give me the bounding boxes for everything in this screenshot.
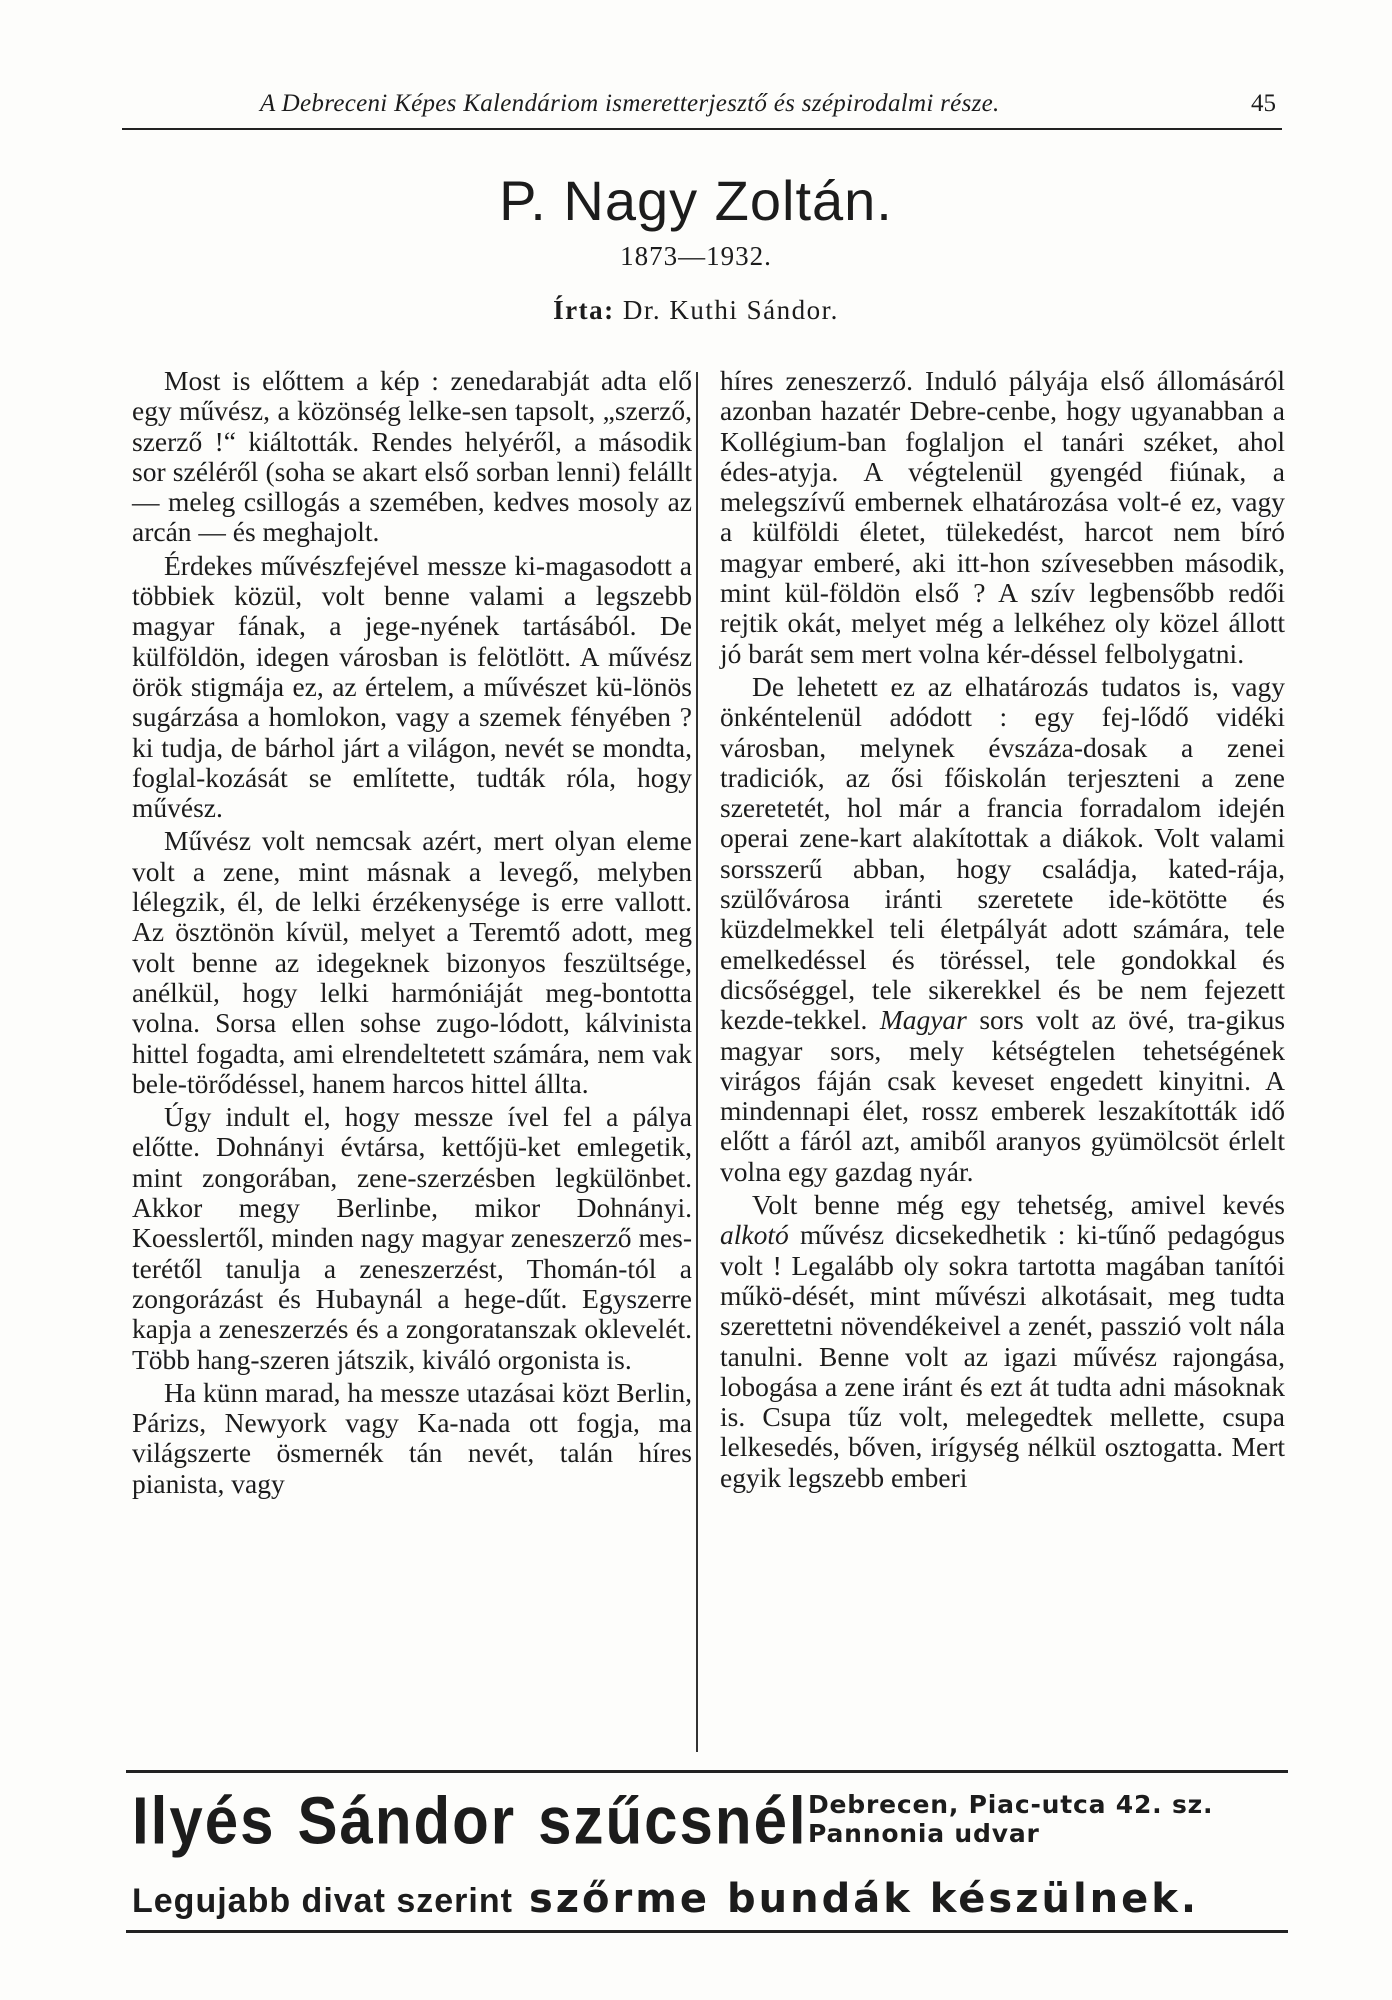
- ad-tagline-part-2: szőrme bundák készülnek.: [528, 1876, 1200, 1922]
- article-title: P. Nagy Zoltán.: [499, 169, 893, 232]
- left-paragraph-1: Most is előttem a kép : zenedarabját adta elő egy művész, a közönség lelke-sen tapsolt, „szerző, szerző !“ kiáltották. Rendes helyéről, a második sor széléről (soha se akart első sorban lenni) felállt — meleg csillogás a szemében, kedves mosoly az arcán — és meghajolt.: [132, 365, 692, 548]
- right-paragraph-3-head: Volt benne még egy tehetség, amivel kevés: [752, 1189, 1285, 1221]
- byline-label: Írta:: [553, 295, 615, 325]
- left-column: [132, 366, 692, 1499]
- emphasis-alkoto: alkotó: [720, 1219, 789, 1251]
- running-header: [122, 88, 1282, 130]
- ad-address: [808, 1790, 1288, 1848]
- ad-name-word-1: Ilyés: [132, 1783, 276, 1859]
- ad-tagline-part-1: Legujabb divat szerint: [132, 1882, 513, 1920]
- right-paragraph-1: híres zeneszerző. Induló pályája első állomásáról azonban hazatér Debre-cenbe, hogy ugyanabban a Kollégium-ban foglaljon el tanári széket, ahol édes-atyja. A végtelenül gyengéd fiúnak, a melegszívű embernek elhatározása volt-é ez, vagy a külföldi életet, tülekedést, harcot nem bíró magyar emberé, aki itt-hon szívesebben második, mint kül-földön első ? A szív legbensőbb redői rejtik okát, melyet még a lelkéhez oly közel állott jó barát sem mert volna kér-déssel felbolygatni.: [720, 365, 1285, 669]
- left-paragraph-3: Művész volt nemcsak azért, mert olyan eleme volt a zene, mint másnak a levegő, melyben lélegzik, él, de lelki érzékenysége is erre vallott. Az ösztönön kívül, melyet a Teremtő adott, meg volt benne az idegeknek bizonyos feszültsége, anélkül, hogy lelki harmóniáját meg-bontotta volna. Sorsa ellen sohse zugo-lódott, kálvinista hittel fogadta, ami elrendeltetett számára, nem vak bele-törődéssel, hanem harcos hittel állta.: [132, 825, 692, 1099]
- ad-top-rule: [126, 1770, 1288, 1773]
- ad-name-word-3: szűcsnél: [538, 1783, 808, 1859]
- emphasis-magyar: Magyar: [879, 1004, 967, 1036]
- right-paragraph-2-text: De lehetett ez az elhatározás tudatos is, vagy önkéntelenül adódott : egy fej-lődő vidéki városban, melynek évszáza-dosak a zenei tradiciók, az ősi főiskolán terjeszteni a zene szeretetét, hol már a francia forradalom idején operai zene-kart alakítottak a diákok. Volt valami sorsszerű abban, hogy családja, kated-rája, szülővárosa iránti szeretete ide-kötötte és küzdelmekkel teli életpályát adott számára, tele emelkedéssel és töréssel, tele gondokkal és dicsőséggel, tele sikerekkel és be nem fejezett kezde-tekkel.: [720, 670, 1285, 1036]
- ad-address-line-2: Pannonia udvar: [808, 1819, 1040, 1848]
- left-paragraph-5: Ha künn marad, ha messze utazásai közt Berlin, Párizs, Newyork vagy Ka-nada ott fogja, ma világszerte ösmernék tán nevét, talán híres pianista, vagy: [132, 1376, 692, 1499]
- ad-bottom-rule: [126, 1930, 1288, 1933]
- right-paragraph-2-tail: sors volt az övé, tra-gikus magyar sors, mely kétségtelen tehetségének virágos fáján csak keveset engedett kinyitni. A mindennapi élet, rossz emberek leszakították idő előtt a fáról azt, amiből aranyos gyümölcsöt érlelt volna egy gazdag nyár.: [720, 1004, 1286, 1187]
- left-paragraph-4: Úgy indult el, hogy messze ível fel a pálya előtte. Dohnányi évtársa, kettőjü-ket emlegetik, mint zongorában, zene-szerzésben legkülönbet. Akkor megy Berlinbe, mikor Dohnányi. Koesslertől, minden nagy magyar zeneszerző mes-terétől tanulja a zeneszerzést, Thomán-tól a zongorázást és Hubaynál a hege-dűt. Egyszerre kapja a zeneszerzés és a zongoratanszak oklevelét. Több hang-szeren játszik, kiváló orgonista is.: [132, 1101, 692, 1375]
- ad-business-name: [132, 1782, 830, 1859]
- right-paragraph-3: [720, 1190, 1285, 1493]
- article-years: 1873—1932.: [620, 241, 772, 271]
- right-paragraph-3-tail: művész dicsekedhetik : ki-tűnő pedagógus volt ! Legalább oly sokra tartotta magában tanítói műkö-dését, mint művészi alkotásait, meg tudta szerettetni növendékeivel a zenét, passzió volt nála tanulni. Benne volt az igazi művész rajongása, lobogása a zene iránt és ezt át tudta adni másoknak is. Csupa tűz volt, melegedtek mellette, csupa lelkesedés, bőven, irígység nélkül osztogatta. Mert egyik legszebb emberi: [720, 1219, 1285, 1493]
- ad-name-word-2: Sándor: [297, 1783, 517, 1859]
- ad-address-line-1: Debrecen, Piac-utca 42. sz.: [808, 1790, 1214, 1819]
- byline-author: Dr. Kuthi Sándor.: [622, 295, 839, 325]
- column-divider: [696, 372, 698, 1752]
- page-number: 45: [1251, 90, 1276, 117]
- article-byline: [0, 295, 1392, 326]
- right-column: [720, 366, 1285, 1493]
- running-header-caption: A Debreceni Képes Kalendáriom ismeretterjesztő és szépirodalmi része.: [260, 90, 1000, 117]
- ad-tagline: [132, 1876, 1199, 1922]
- right-paragraph-2: [720, 672, 1285, 1187]
- left-paragraph-2: Érdekes művészfejével messze ki-magasodott a többiek közül, volt benne valami a legszebb magyar fának, a jege-nyének tartásából. De külföldön, idegen városban is felötlött. A művész örök stigmája ez, az értelem, a művészet kü-lönös sugárzása a homlokon, vagy a szemek fényében ? ki tudja, de bárhol járt a világon, nevét se mondta, foglal-kozását se említette, tudták róla, hogy művész.: [132, 549, 692, 824]
